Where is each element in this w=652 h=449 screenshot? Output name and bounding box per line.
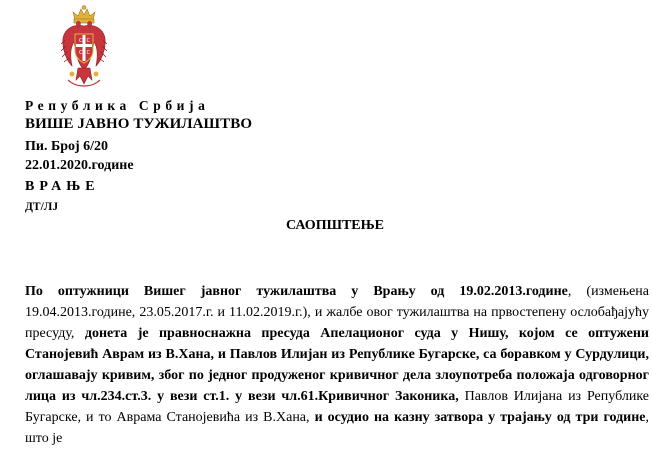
body-segment-2: , (измењена 19.04.2013.године, 23.05.2017.г. и 11.02.2019.г.), и жалбе овог тужилаштва на првостепену ослобађајућу пресуду, <box>25 284 650 341</box>
reference-initials: ДТ/ЛЈ <box>25 201 59 213</box>
body-segment-3: донета је правноснажна пресуда Апелационог суда у Нишу, којом се оптужени Станојевић Аврам из В.Хана, и Павлов Илијан из Републике Бугарске, са боравком у Сурдулици, оглашавају кривим, због по једног продуженог кривичног дела злоупотреба положаја одговорног лица из чл.234.ст.3. у вези ст.1. у вези чл.61.Кривичног Законика, <box>25 326 649 404</box>
svg-text:С: С <box>79 38 83 44</box>
document-title: САОПШТЕЊЕ <box>285 218 385 233</box>
svg-text:С: С <box>79 50 83 56</box>
body-segment-1: По оптужници Вишег јавног тужилаштва у Врању од 19.02.2013.године <box>25 284 568 299</box>
body-segment-4: Павлов Илијана из Републике Бугарске, и то Аврама Станојевића из В.Хана, <box>25 389 650 425</box>
svg-text:С: С <box>86 50 90 56</box>
body-paragraph <box>25 281 649 449</box>
body-segment-5: и осудио на казну затвора у трајању од три године <box>314 410 646 425</box>
republic-name: Република Србија <box>25 98 210 113</box>
crown-icon <box>73 6 95 24</box>
svg-text:С: С <box>86 38 90 44</box>
shield-icon <box>75 34 93 63</box>
document-date: 22.01.2020.године <box>25 158 134 173</box>
case-number: Пи. Број 6/20 <box>25 139 109 154</box>
body-segment-6: , што је <box>25 410 649 446</box>
city-name: ВРАЊЕ <box>25 179 100 194</box>
coat-of-arms-icon <box>60 4 108 90</box>
office-name: ВИШЕ ЈАВНО ТУЖИЛАШТВО <box>25 116 253 132</box>
